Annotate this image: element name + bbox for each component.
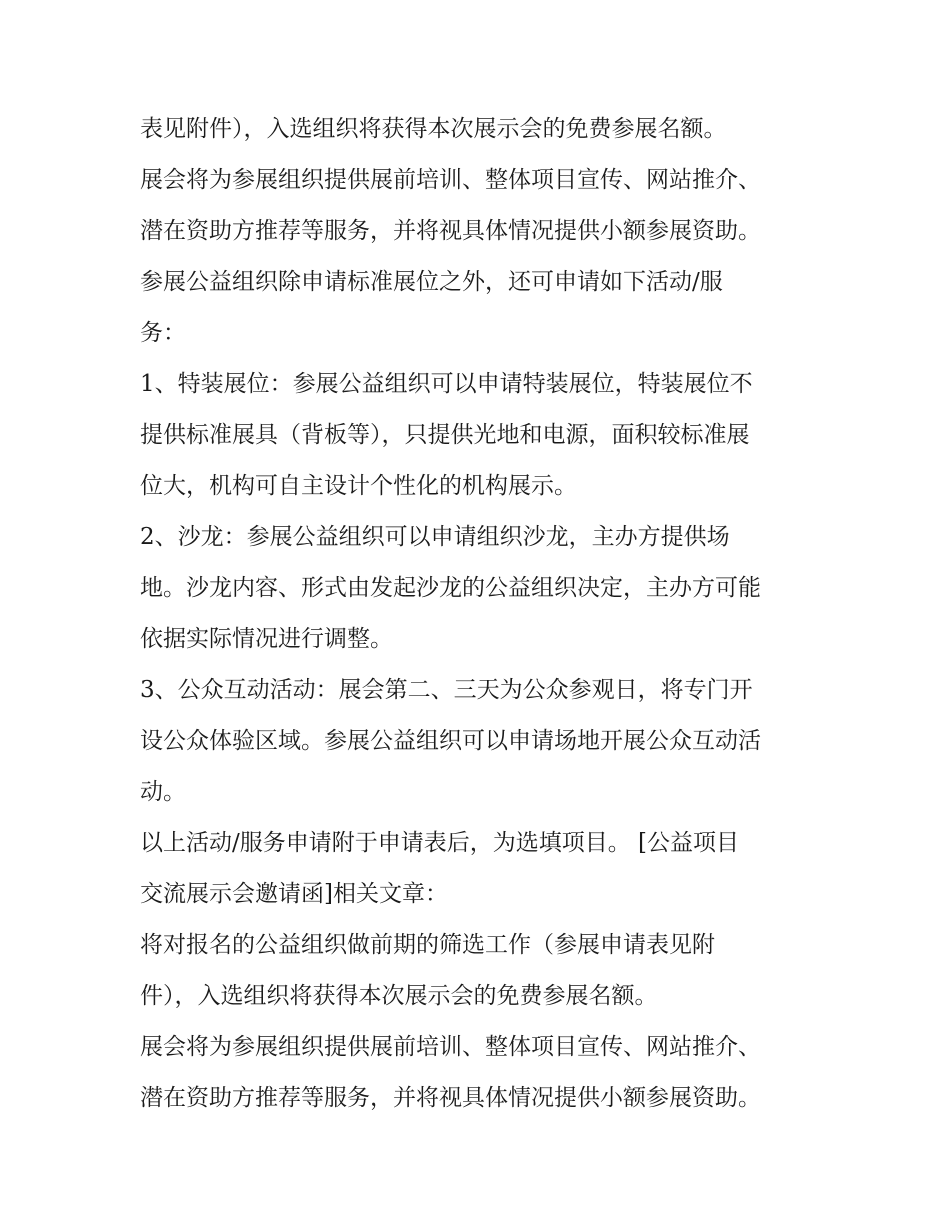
text-line: 潜在资助方推荐等服务，并将视具体情况提供小额参展资助。	[140, 218, 761, 244]
text-line: 位大，机构可自主设计个性化的机构展示。	[140, 473, 577, 499]
text-line: 交流展示会邀请函]相关文章：	[140, 881, 448, 907]
text-line: 潜在资助方推荐等服务，并将视具体情况提供小额参展资助。	[140, 1085, 761, 1111]
text-line: 参展公益组织除申请标准展位之外，还可申请如下活动/服	[140, 269, 723, 295]
text-line: 依据实际情况进行调整。	[140, 626, 393, 652]
text-line: 设公众体验区域。参展公益组织可以申请场地开展公众互动活	[140, 728, 761, 754]
text-line: 表见附件），入选组织将获得本次展示会的免费参展名额。	[140, 116, 727, 142]
text-line: 动。	[140, 779, 186, 805]
text-line: 地。沙龙内容、形式由发起沙龙的公益组织决定，主办方可能	[140, 575, 761, 601]
text-line: 展会将为参展组织提供展前培训、整体项目宣传、网站推介、	[140, 167, 761, 193]
text-line: 以上活动/服务申请附于申请表后，为选填项目。 [公益项目	[140, 830, 740, 856]
text-line: 务：	[140, 320, 186, 346]
text-line: 2、沙龙：参展公益组织可以申请组织沙龙，主办方提供场	[140, 524, 730, 550]
text-line: 展会将为参展组织提供展前培训、整体项目宣传、网站推介、	[140, 1034, 761, 1060]
text-line: 提供标准展具（背板等），只提供光地和电源，面积较标准展	[140, 422, 750, 448]
text-line: 3、公众互动活动：展会第二、三天为公众参观日，将专门开	[140, 677, 753, 703]
text-line: 1、特装展位：参展公益组织可以申请特装展位，特装展位不	[140, 371, 753, 397]
document-body	[140, 104, 820, 1124]
text-line: 将对报名的公益组织做前期的筛选工作（参展申请表见附	[140, 932, 715, 958]
text-line: 件），入选组织将获得本次展示会的免费参展名额。	[140, 983, 658, 1009]
